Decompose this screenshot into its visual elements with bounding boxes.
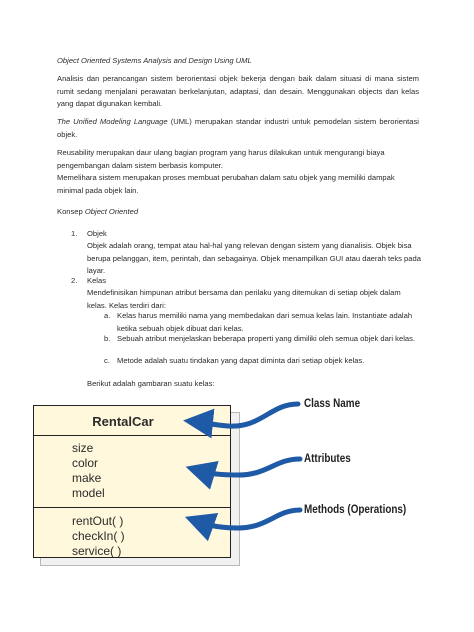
method-item: rentOut( )	[72, 514, 124, 528]
attribute-item: size	[72, 441, 94, 455]
paragraph-maintenance: Memelihara sistem merupakan proses membuat perubahan dalam satu objek yang memiliki dampak minimal pada objek lain.	[57, 173, 395, 195]
list-item-body: Objek adalah orang, tempat atau hal-hal yang relevan dengan sistem yang dianalisis. Objek bisa berupa pelanggan, item, perintah, dan sebagainya. Objek menampilkan GUI atau daerah teks pada layar.	[87, 241, 421, 276]
callout-class-name: Class Name	[304, 398, 361, 410]
section-heading-prefix: Konsep	[57, 207, 85, 216]
method-item: checkIn( )	[72, 529, 125, 543]
list-item-heading: Kelas	[87, 276, 106, 285]
list-item-heading: Objek	[87, 229, 107, 238]
attribute-item: make	[72, 471, 102, 485]
paragraph-reusability: Reusability merupakan daur ulang bagian program yang harus dilakukan untuk mengurangi biaya pengembangan dalam sistem berbasis komputer.	[57, 148, 385, 170]
attributes-arrow	[200, 459, 300, 475]
callout-attributes: Attributes	[304, 453, 351, 465]
uml-term: The Unified Modeling Language	[57, 117, 168, 126]
attribute-item: color	[72, 456, 99, 470]
sublist-item-letter: c.	[104, 356, 110, 365]
list-item-number: 1.	[71, 229, 78, 238]
methods-arrow	[199, 510, 300, 528]
sublist-item-text: Kelas harus memiliki nama yang membedakan dari semua kelas lain. Instantiate adalah ketika sebuah objek dibuat dari kelas.	[117, 311, 413, 333]
class-name-arrow	[198, 404, 298, 426]
sublist-item-text: Metode adalah suatu tindakan yang dapat diminta dari setiap objek kelas.	[117, 356, 365, 365]
list-item-body: Mendefinisikan himpunan atribut bersama dan perilaku yang ditemukan di setiap objek dalam kelas. Kelas terdiri dari:	[87, 288, 401, 310]
sublist-item-letter: b.	[104, 334, 111, 343]
list-item-number: 2.	[71, 276, 78, 285]
paragraph-intro: Analisis dan perancangan sistem berorientasi objek bekerja dengan baik dalam situasi di mana sistem rumit sedang menjalani perawatan berkelanjutan, adaptasi, dan desain. Menggunakan objects dan kelas yang dapat digunakan kembali.	[57, 74, 419, 109]
sublist-item-letter: a.	[104, 311, 111, 320]
uml-text: (UML) merupakan standar industri untuk pemodelan sistem berorientasi objek.	[57, 117, 419, 139]
figure-intro: Berikut adalah gambaran suatu kelas:	[87, 379, 215, 388]
attribute-item: model	[72, 486, 105, 500]
class-name-compartment: RentalCar	[34, 406, 230, 436]
method-item: service( )	[72, 544, 122, 558]
sublist-item-text: Sebuah atribut menjelaskan beberapa properti yang dimiliki oleh semua objek dari kelas.	[117, 334, 416, 343]
document-title: Object Oriented Systems Analysis and Design Using UML	[57, 56, 252, 65]
section-heading-italic: Object Oriented	[84, 207, 139, 216]
callout-methods: Methods (Operations)	[304, 504, 407, 516]
